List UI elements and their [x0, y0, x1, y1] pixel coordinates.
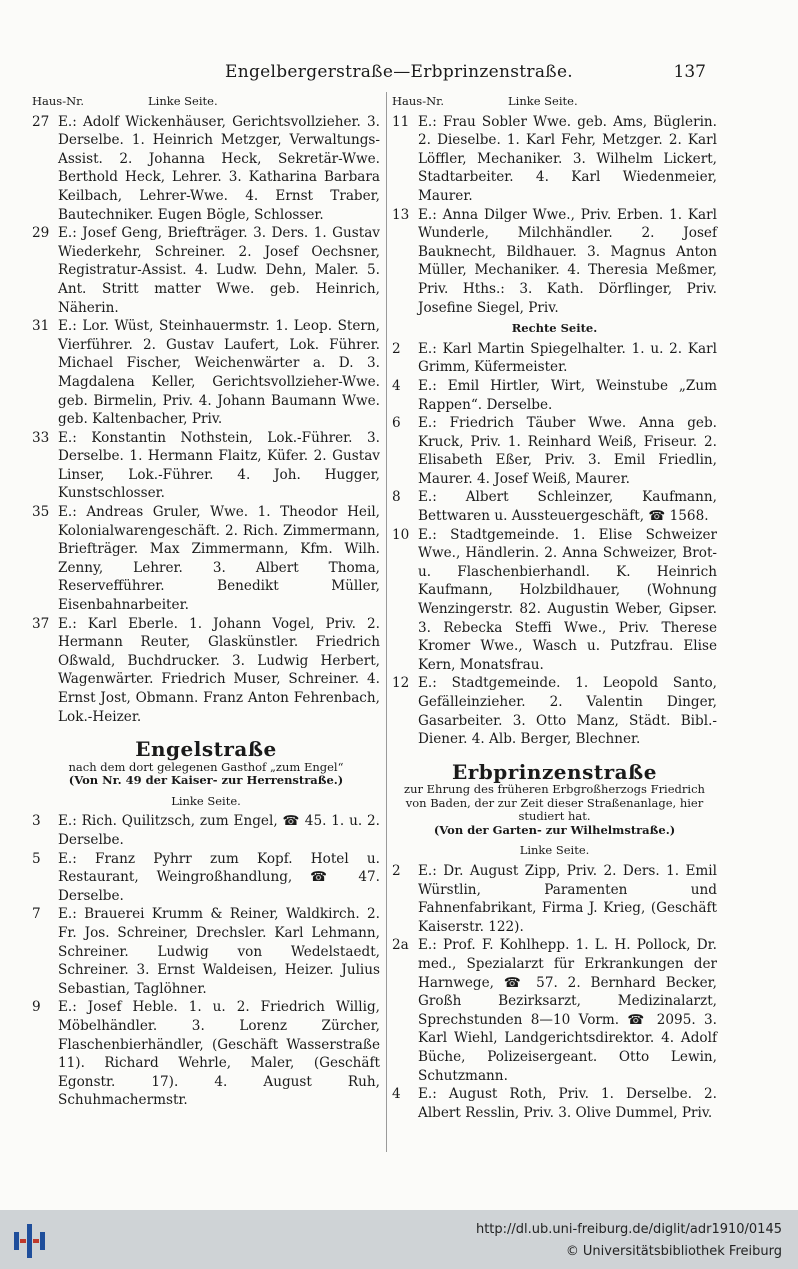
resident-list: E.: Anna Dilger Wwe., Priv. Erben. 1. Karl Wunderle, Milchhändler. 2. Josef Bauknecht, Bildhauer. 3. Magnus Anton Müller, Mechaniker. 4. Theresia Meßmer, Priv. Hths.: 3. Kath. Dörflinger, Priv. Josefine Siegel, Priv. — [418, 206, 717, 316]
right-side-entries — [392, 340, 717, 749]
address-entry — [32, 113, 380, 225]
left-column-header — [32, 92, 380, 111]
page-number: 137 — [673, 62, 706, 82]
house-number: 2 — [392, 340, 401, 357]
resident-list: E.: Josef Geng, Briefträger. 3. Ders. 1. Gustav Wiederkehr, Schreiner. 2. Josef Oechsner, Registratur-Assist. 4. Ludw. Dehn, Maler. 5. Ant. Stritt matter Wwe. geb. Heinrich, Näherin. — [58, 225, 380, 316]
resident-list: E.: Andreas Gruler, Wwe. 1. Theodor Heil, Kolonialwarengeschäft. 2. Rich. Zimmermann, Briefträger. Max Zimmermann, Kfm. Wilh. Zenny, Lehrer. 3. Albert Thoma, Reservefführer. Benedikt Müller, Eisenbahnarbeiter. — [58, 504, 380, 614]
resident-list: E.: Albert Schleinzer, Kaufmann, Bettwaren u. Aussteuergeschäft, ☎ 1568. — [418, 489, 717, 525]
resident-list: E.: Karl Martin Spiegelhalter. 1. u. 2. Karl Grimm, Küfermeister. — [418, 340, 717, 376]
address-entry — [392, 1085, 717, 1122]
house-number: 2 — [392, 862, 401, 879]
house-number: 33 — [32, 429, 50, 446]
hausnr-label: Haus-Nr. — [392, 94, 445, 108]
right-column-header — [392, 92, 717, 111]
resident-list: E.: Stadtgemeinde. 1. Elise Schweizer Wwe., Händlerin. 2. Anna Schweizer, Brot- u. Flaschenbierhandl. K. Heinrich Kaufmann, Holzbildhauer, (Wohnung Wenzingerstr. 82. Augustin Weber, Gipser. 3. Rebecka Steffi Wwe., Priv. Therese Kromer Wwe., Wasch u. Putzfrau. Elise Kern, Monatsfrau. — [418, 526, 717, 673]
house-number: 7 — [32, 906, 41, 923]
side-label: Linke Seite. — [519, 843, 590, 858]
address-entry — [32, 850, 380, 906]
house-number: 35 — [32, 504, 50, 521]
left-column — [32, 92, 380, 1110]
address-entry — [392, 936, 717, 1085]
street-origin: nach dem dort gelegenen Gasthof „zum Engel“ — [68, 759, 344, 774]
house-number: 6 — [392, 415, 401, 432]
address-entry — [32, 317, 380, 429]
address-entry — [32, 812, 380, 849]
resident-list: E.: Stadtgemeinde. 1. Leopold Santo, Gefälleinzieher. 2. Valentin Dinger, Gasarbeiter. 3. Otto Manz, Städt. Bibl.-Diener. 4. Alb. Berger, Blechner. — [418, 675, 717, 748]
right-entries — [392, 113, 717, 318]
house-number: 10 — [392, 526, 410, 543]
address-entry — [392, 113, 717, 206]
address-entry — [392, 340, 717, 377]
street-range: (Von der Garten- zur Wilhelmstraße.) — [433, 822, 676, 837]
house-number: 13 — [392, 206, 410, 223]
resident-list: E.: Rich. Quilitzsch, zum Engel, ☎ 45. 1. u. 2. Derselbe. — [58, 813, 380, 848]
footer-bar — [0, 1210, 798, 1269]
address-entry — [32, 224, 380, 317]
house-number: 11 — [392, 113, 410, 130]
house-number: 37 — [32, 615, 50, 632]
copyright-holder: Universitätsbibliothek Freiburg — [582, 1244, 782, 1259]
address-entry — [392, 488, 717, 525]
house-number: 12 — [392, 675, 410, 692]
address-entry — [32, 429, 380, 503]
address-entry — [32, 615, 380, 727]
resident-list: E.: Karl Eberle. 1. Johann Vogel, Priv. 2. Hermann Reuter, Glaskünstler. Friedrich Oßwald, Buchdrucker. 3. Ludwig Herbert, Wagenwärter. Friedrich Muser, Schreiner. 4. Ernst Jost, Obmann. Franz Anton Fehrenbach, Lok.-Heizer. — [58, 615, 380, 725]
copyright-text — [566, 1244, 782, 1259]
resident-list: E.: Dr. August Zipp, Priv. 2. Ders. 1. Emil Würstlin, Paramenten und Fahnenfabrikant, Firma J. Krieg, (Geschäft Kaiserstr. 122). — [418, 862, 717, 935]
house-number: 9 — [32, 999, 41, 1016]
resident-list: E.: Friedrich Täuber Wwe. Anna geb. Kruck, Priv. 1. Reinhard Weiß, Friseur. 2. Elisabeth Eßer, Priv. 3. Emil Friedlin, Maurer. 4. Josef Weiß, Maurer. — [418, 415, 717, 487]
resident-list: E.: Lor. Wüst, Steinhauermstr. 1. Leop. Stern, Vierführer. 2. Gustav Laufert, Lok. Führer. Michael Fischer, Weichenwärter a. D. 3. Magdalena Keller, Gerichtsvollzieher-Wwe. geb. Birmelin, Priv. 4. Johann Baumann Wwe. geb. Kaltenbacher, Priv. — [58, 318, 380, 428]
house-number: 4 — [392, 377, 401, 394]
address-entry — [32, 905, 380, 998]
street-title-erbprinzenstrasse: Erbprinzenstraße — [452, 759, 657, 784]
side-label: Linke Seite. — [508, 94, 578, 108]
copyright-icon: © — [565, 1244, 579, 1259]
street-description — [392, 783, 717, 837]
resident-list: E.: Konstantin Nothstein, Lok.-Führer. 3. Derselbe. 1. Hermann Flaitz, Küfer. 2. Gustav Linser, Lok.-Führer. 4. Joh. Hugger, Kunstschlosser. — [58, 429, 380, 502]
house-number: 5 — [32, 850, 41, 867]
house-number: 3 — [32, 813, 41, 830]
address-entry — [32, 998, 380, 1110]
street-origin: zur Ehrung des früheren Erbgroßherzogs Friedrich von Baden, der zur Zeit dieser Straßenanlage, hier studiert hat. — [404, 782, 705, 824]
street-description — [32, 761, 380, 788]
street-range: (Von Nr. 49 der Kaiser- zur Herrenstraße.) — [68, 773, 344, 788]
address-entry — [392, 377, 717, 414]
address-entry — [392, 674, 717, 748]
address-entry — [32, 503, 380, 615]
resident-list: E.: Emil Hirtler, Wirt, Weinstube „Zum Rappen“. Derselbe. — [418, 377, 717, 413]
right-side-label: Rechte Seite. — [511, 321, 598, 336]
resident-list: E.: Prof. F. Kohlhepp. 1. L. H. Pollock, Dr. med., Spezialarzt für Erkrankungen der Harnwege, ☎ 57. 2. Bernhard Becker, Großh Bezirksarzt, Medizinalarzt, Sprechstunden 8—10 Vorm. ☎ 2095. 3. Karl Wiehl, Landgerichtsdirektor. 4. Adolf Büche, Polizeisergeant. Otto Lewin, Schutzmann. — [418, 937, 717, 1084]
resident-list: E.: August Roth, Priv. 1. Derselbe. 2. Albert Resslin, Priv. 3. Olive Dummel, Priv. — [418, 1086, 717, 1121]
resident-list: E.: Franz Pyhrr zum Kopf. Hotel u. Restaurant, Weingroßhandlung, ☎ 47. Derselbe. — [58, 850, 380, 904]
column-divider — [386, 92, 387, 1152]
resident-list: E.: Frau Sobler Wwe. geb. Ams, Büglerin. 2. Dieselbe. 1. Karl Fehr, Metzger. 2. Karl Löffler, Mechaniker. 3. Wilhelm Lickert, Stadtarbeiter. 4. Karl Wiedenmeier, Maurer. — [418, 113, 717, 204]
side-label: Linke Seite. — [148, 94, 218, 108]
left-entries-engelstrasse — [32, 812, 380, 1110]
source-url-link[interactable]: http://dl.ub.uni-freiburg.de/diglit/adr1910/0145 — [475, 1222, 782, 1237]
page-header-title: Engelbergerstraße—Erbprinzenstraße. — [224, 62, 574, 82]
resident-list: E.: Adolf Wickenhäuser, Gerichtsvollzieher. 3. Derselbe. 1. Heinrich Metzger, Verwaltungs-Assist. 2. Johanna Heck, Sekretär-Wwe. Berthold Heck, Lehrer. 3. Katharina Barbara Keilbach, Lehrer-Wwe. 4. Ernst Traber, Bautechniker. Eugen Bögle, Schlosser. — [58, 113, 380, 223]
house-number: 27 — [32, 113, 50, 130]
resident-list: E.: Brauerei Krumm & Reiner, Waldkirch. 2. Fr. Jos. Schreiner, Drechsler. Karl Lehmann, Schreiner. Ludwig von Wedelstaedt, Schreiner. 3. Ernst Waldeisen, Heizer. Julius Sebastian, Taglöhner. — [58, 906, 380, 997]
address-entry — [392, 526, 717, 675]
ub-logo-icon — [10, 1222, 50, 1260]
house-number: 29 — [32, 225, 50, 242]
resident-list: E.: Josef Heble. 1. u. 2. Friedrich Willig, Möbelhändler. 3. Lorenz Zürcher, Flaschenbierhändler, (Geschäft Wasserstraße 11). Richard Wehrle, Maler, (Geschäft Egonstr. 17). 4. August Ruh, Schuhmachermstr. — [58, 999, 380, 1109]
house-number: 4 — [392, 1086, 401, 1103]
side-label: Linke Seite. — [171, 793, 241, 808]
hausnr-label: Haus-Nr. — [32, 94, 85, 108]
street-title-engelstrasse: Engelstraße — [135, 737, 277, 762]
house-number: 31 — [32, 318, 50, 335]
address-entry — [392, 206, 717, 318]
address-entry — [392, 862, 717, 936]
right-column — [392, 92, 717, 1122]
house-number: 2a — [392, 937, 409, 954]
house-number: 8 — [392, 489, 401, 506]
right-entries-erbprinzenstrasse — [392, 862, 717, 1122]
left-entries — [32, 113, 380, 727]
address-entry — [392, 414, 717, 488]
